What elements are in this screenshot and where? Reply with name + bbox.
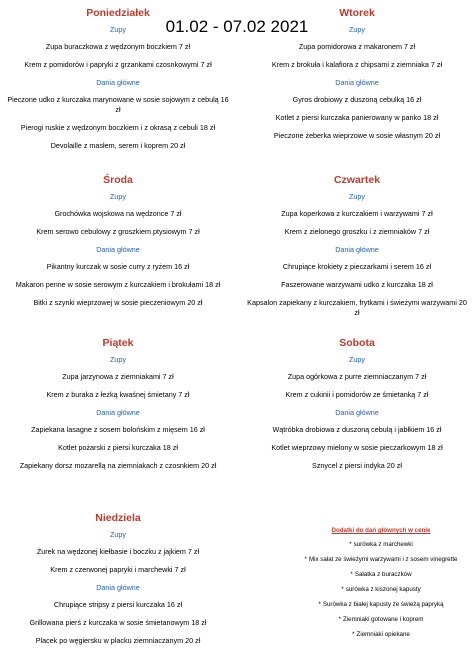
bullet-icon: *: [341, 586, 344, 593]
day-section-thursday: [241, 174, 473, 326]
soups-heading: Zupy: [110, 355, 126, 364]
menu-item: Krem z zielonego groszku i z ziemniaków 7 zł: [284, 227, 430, 236]
menu-item: Zupa jarzynowa z ziemniakami 7 zł: [62, 372, 174, 381]
menu-item: Gyros drobiowy z duszoną cebulką 16 zł: [292, 95, 422, 104]
bullet-icon: *: [349, 541, 352, 548]
day-title: Środa: [103, 174, 133, 186]
day-section-sunday: [2, 512, 234, 654]
soups-heading: Zupy: [349, 192, 365, 201]
menu-item: Sznycel z piersi indyka 20 zł: [312, 461, 402, 470]
menu-item: Krem z czerwonej papryki i marchewki 7 zł: [50, 565, 186, 574]
soups-heading: Zupy: [110, 25, 126, 34]
menu-item: Devolaille z masłem, serem i koprem 20 zł: [50, 141, 186, 150]
menu-item: Zapiekana lasagne z sosem bolońskim z mięsem 16 zł: [31, 425, 205, 434]
side-dish-label: Surówka z białej kapusty ze świeżą papryką: [322, 601, 444, 608]
side-dish-label: surówka z kiszonej kapusty: [345, 586, 421, 593]
bullet-icon: *: [352, 631, 355, 638]
side-dishes-list: [292, 540, 470, 639]
bullet-icon: *: [350, 571, 353, 578]
menu-item: Pieczone żeberka wieprzowe w sosie własnym 20 zł: [273, 131, 441, 140]
soups-heading: Zupy: [349, 25, 365, 34]
menu-item: Wątróbka drobiowa z duszoną cebulą i jabłkiem 16 zł: [272, 425, 442, 434]
mains-heading: Dania główne: [96, 78, 140, 87]
day-section-monday: [2, 7, 234, 159]
day-section-saturday: [241, 337, 473, 479]
soups-heading: Zupy: [110, 530, 126, 539]
side-dish-label: Ziemniaki gotowane i koprem: [342, 616, 424, 623]
day-title: Sobota: [339, 337, 375, 349]
day-section-wednesday: [2, 174, 234, 316]
day-title: Wtorek: [339, 7, 375, 19]
side-dish-label: Mix sałat ze świeżymi warzywami i z sosem vinegrette: [308, 556, 458, 563]
day-title: Poniedziałek: [86, 7, 150, 19]
bullet-icon: *: [318, 601, 321, 608]
side-dish-item: [292, 600, 470, 609]
menu-item: Zupa buraczkowa z wędzonym boczkiem 7 zł: [45, 42, 191, 51]
menu-item: Zupa pomidorowa z makaronem 7 zł: [298, 42, 416, 51]
menu-item: Kotlet z piersi kurczaka panierowany w panko 18 zł: [275, 113, 439, 122]
menu-item: Krem z buraka z łezką kwaśnej śmietany 7 zł: [46, 390, 190, 399]
bullet-icon: *: [338, 616, 341, 623]
side-dish-item: [292, 615, 470, 624]
menu-item: Chrupiące krokiety z pieczarkami i serem 16 zł: [282, 262, 432, 271]
menu-item: Chrupiące stripsy z piersi kurczaka 16 zł: [53, 600, 183, 609]
side-dish-item: [292, 585, 470, 594]
menu-item: Krem z brokuła i kalafiora z chipsami z ziemniaka 7 zł: [271, 60, 443, 69]
side-dish-item: [292, 555, 470, 564]
side-dishes-title: Dodatki do dań głównych w cenie: [331, 527, 431, 534]
mains-heading: Dania główne: [96, 245, 140, 254]
day-title: Niedziela: [95, 512, 141, 524]
side-dish-label: Sałatka z buraczków: [354, 571, 412, 578]
mains-heading: Dania główne: [335, 408, 379, 417]
menu-item: Kotlet pożarski z piersi kurczaka 18 zł: [58, 443, 178, 452]
menu-item: Kapsalon zapiekany z kurczakiem, frytkami i świeżymi warzywami 20 zł: [247, 298, 467, 317]
menu-item: Krem z cukinii i pomidorów ze śmietanką 7 zł: [285, 390, 429, 399]
mains-heading: Dania główne: [96, 583, 140, 592]
menu-item: Pieczone udko z kurczaka marynowane w sosie sojowym z cebulą 16 zł: [7, 95, 229, 114]
side-dish-item: [292, 630, 470, 639]
menu-item: Bitki z szynki wieprzowej w sosie pieczeniowym 20 zł: [33, 298, 203, 307]
menu-item: Pikantny kurczak w sosie curry z ryżem 16 zł: [46, 262, 190, 271]
menu-item: Krem serowo cebulowy z groszkiem ptysiowym 7 zł: [36, 227, 200, 236]
mains-heading: Dania główne: [335, 245, 379, 254]
side-dishes-box: [292, 527, 470, 645]
menu-item: Zapiekany dorsz mozarellą na ziemniakach z czosnkiem 20 zł: [19, 461, 217, 470]
day-section-tuesday: [241, 7, 473, 149]
side-dish-item: [292, 570, 470, 579]
menu-item: Zupa ogórkowa z purre ziemniaczanym 7 zł: [287, 372, 427, 381]
menu-item: Krem z pomidorów i papryki z grzankami czosnkowymi 7 zł: [24, 60, 212, 69]
menu-item: Grillowana pierś z kurczaka w sosie śmietanowym 18 zł: [29, 618, 207, 627]
soups-heading: Zupy: [349, 355, 365, 364]
menu-item: Grochówka wojskowa na wędzonce 7 zł: [54, 209, 182, 218]
menu-item: Makaron penne w sosie serowym z kurczakiem i brokułami 18 zł: [15, 280, 221, 289]
side-dish-label: Ziemniaki opiekane: [356, 631, 410, 638]
side-dish-label: surówka z marchewki: [353, 541, 413, 548]
menu-item: Żurek na wędzonej kiełbasie i boczku z jajkiem 7 zł: [36, 547, 200, 556]
menu-item: Faszerowane warzywami udko z kurczaka 18 zł: [281, 280, 433, 289]
side-dish-item: [292, 540, 470, 549]
bullet-icon: *: [304, 556, 307, 563]
date-range: 01.02 - 07.02 2021: [165, 17, 309, 36]
menu-item: Pierogi ruskie z wędzonym boczkiem i z okrasą z cebuli 18 zł: [20, 123, 216, 132]
day-title: Piątek: [102, 337, 134, 349]
mains-heading: Dania główne: [335, 78, 379, 87]
mains-heading: Dania główne: [96, 408, 140, 417]
day-title: Czwartek: [333, 174, 381, 186]
menu-item: Placek po węgiersku w placku ziemniaczanym 20 zł: [35, 636, 201, 645]
day-section-friday: [2, 337, 234, 479]
menu-item: Kotlet wieprzowy mielony w sosie pieczarkowym 18 zł: [271, 443, 443, 452]
menu-item: Zupa koperkowa z kurczakiem i warzywami 7 zł: [281, 209, 433, 218]
soups-heading: Zupy: [110, 192, 126, 201]
